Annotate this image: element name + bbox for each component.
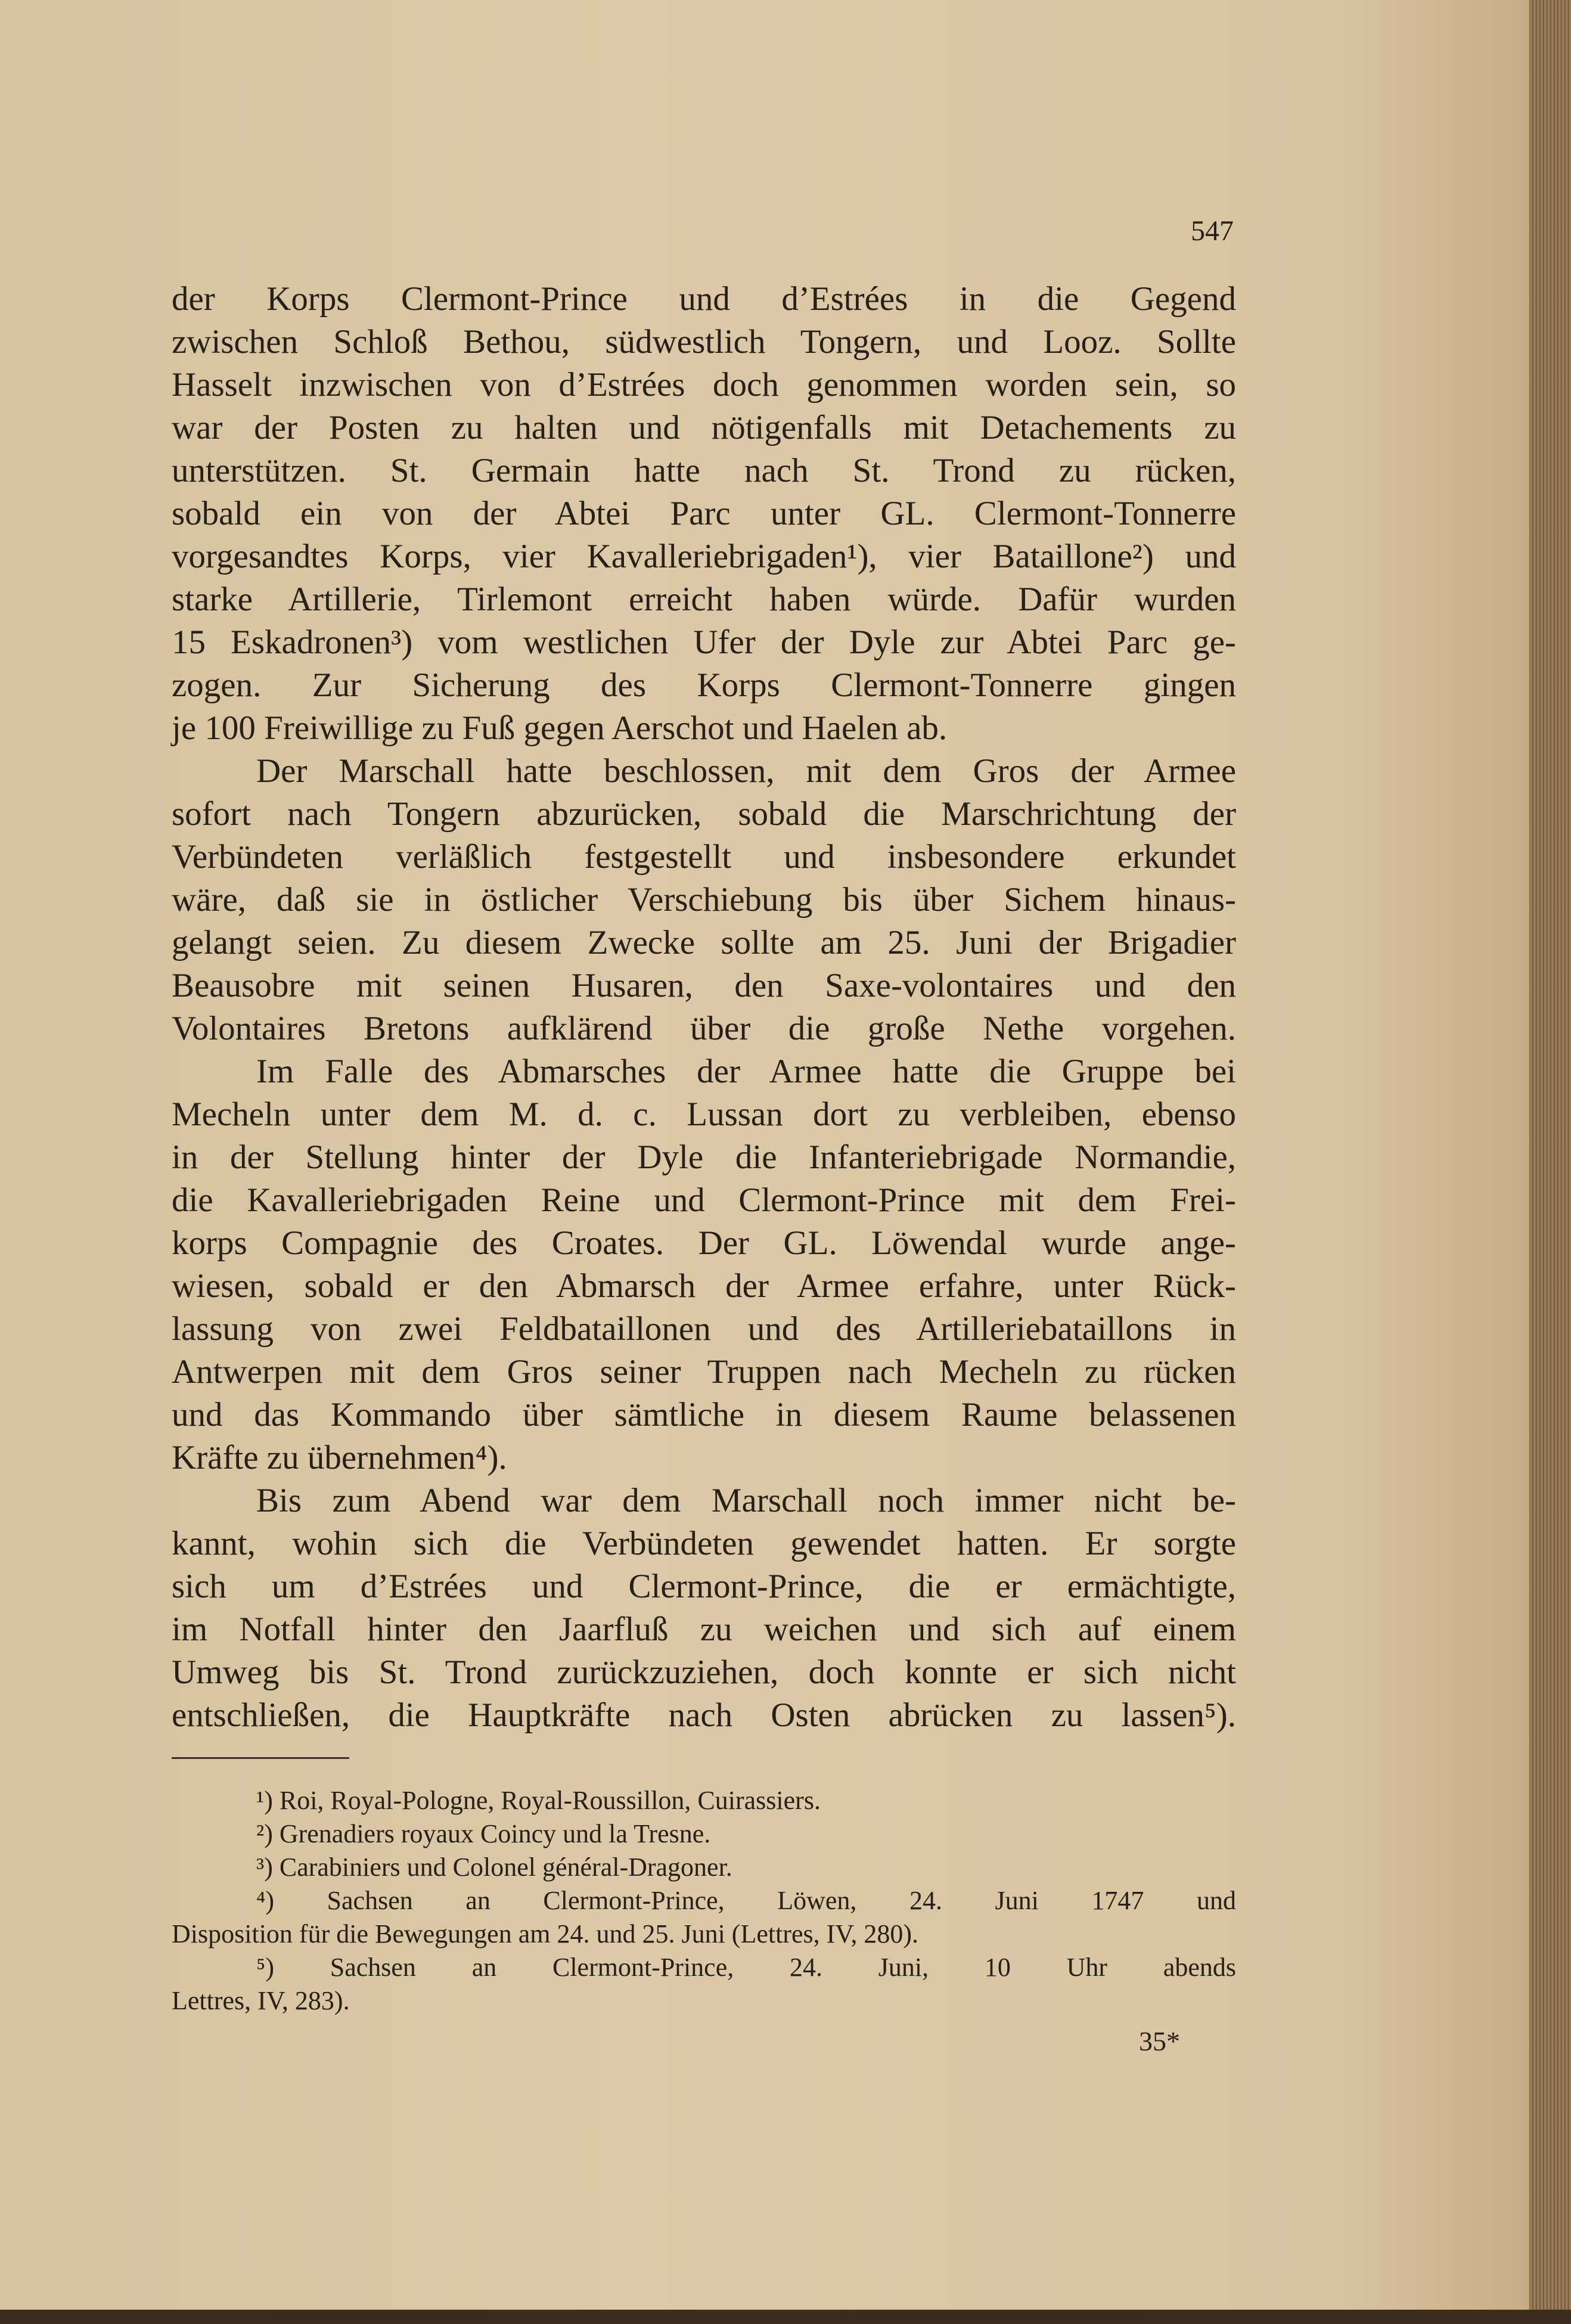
text-line: gelangt seien. Zu diesem Zwecke sollte am 25. Juni der Brigadier (172, 924, 1236, 961)
text-line: Verbündeten verläßlich festgestellt und insbesondere erkundet (172, 838, 1236, 876)
text-line: wäre, daß sie in östlicher Verschiebung bis über Sichem hinaus- (172, 881, 1236, 919)
text-line: Antwerpen mit dem Gros seiner Truppen nach Mecheln zu rücken (172, 1353, 1236, 1391)
text-line: 15 Eskadronen³) vom westlichen Ufer der Dyle zur Abtei Parc ge- (172, 623, 1236, 661)
text-line: wiesen, sobald er den Abmarsch der Armee erfahre, unter Rück- (172, 1267, 1236, 1305)
text-line: je 100 Freiwillige zu Fuß gegen Aerschot und Haelen ab. (172, 709, 948, 747)
text-line: Volontaires Bretons aufklärend über die große Nethe vorgehen. (172, 1010, 1236, 1047)
text-line: starke Artillerie, Tirlemont erreicht haben würde. Dafür wurden (172, 581, 1236, 618)
footnotes (172, 1784, 1236, 2018)
text-line: zogen. Zur Sicherung des Korps Clermont-Tonnerre gingen (172, 666, 1236, 704)
text-line: Hasselt inzwischen von d’Estrées doch genommen worden sein, so (172, 366, 1236, 404)
paragraph-4 (172, 1479, 1236, 1737)
footnote-5-continued: Lettres, IV, 283). (172, 1986, 350, 2015)
text-line: vorgesandtes Korps, vier Kavalleriebrigaden¹), vier Bataillone²) und (172, 538, 1236, 575)
text-line: der Korps Clermont-Prince und d’Estrées in die Gegend (172, 280, 1236, 318)
text-line: unterstützen. St. Germain hatte nach St. Trond zu rücken, (172, 452, 1236, 489)
footnote-4: ⁴) Sachsen an Clermont-Prince, Löwen, 24. Juni 1747 und (256, 1886, 1236, 1915)
footnote-separator (172, 1757, 349, 1759)
text-line: Der Marschall hatte beschlossen, mit dem Gros der Armee (256, 752, 1236, 790)
text-line: lassung von zwei Feldbataillonen und des Artilleriebataillons in (172, 1310, 1236, 1348)
text-line: entschließen, die Hauptkräfte nach Osten abrücken zu lassen⁵). (172, 1696, 1236, 1734)
text-line: zwischen Schloß Bethou, südwestlich Tongern, und Looz. Sollte (172, 323, 1236, 361)
page-edge (1529, 0, 1571, 2324)
text-line: Beausobre mit seinen Husaren, den Saxe-volontaires und den (172, 967, 1236, 1004)
text-line: Kräfte zu übernehmen⁴). (172, 1439, 507, 1476)
footnote-3: ³) Carabiniers und Colonel général-Dragoner. (256, 1853, 732, 1882)
paragraph-1 (172, 278, 1236, 750)
footnote-2: ²) Grenadiers royaux Coincy und la Tresne. (256, 1819, 711, 1848)
text-line: war der Posten zu halten und nötigenfalls mit Detachements zu (172, 409, 1236, 446)
footnote-5: ⁵) Sachsen an Clermont-Prince, 24. Juni, 10 Uhr abends (256, 1953, 1236, 1982)
page-number: 547 (1191, 215, 1234, 247)
paragraph-2 (172, 750, 1236, 1050)
text-line: kannt, wohin sich die Verbündeten gewendet hatten. Er sorgte (172, 1525, 1236, 1562)
text-line: sofort nach Tongern abzurücken, sobald die Marschrichtung der (172, 795, 1236, 833)
text-line: die Kavalleriebrigaden Reine und Clermont-Prince mit dem Frei- (172, 1181, 1236, 1219)
footnote-4-continued: Disposition für die Bewegungen am 24. und 25. Juni (Lettres, IV, 280). (172, 1919, 919, 1948)
text-line: Mecheln unter dem M. d. c. Lussan dort zu verbleiben, ebenso (172, 1096, 1236, 1133)
text-line: im Notfall hinter den Jaarfluß zu weichen und sich auf einem (172, 1611, 1236, 1648)
footnote-1: ¹) Roi, Royal-Pologne, Royal-Roussillon, Cuirassiers. (256, 1786, 821, 1815)
paragraph-3 (172, 1050, 1236, 1479)
text-line: sobald ein von der Abtei Parc unter GL. Clermont-Tonnerre (172, 495, 1236, 532)
text-line: in der Stellung hinter der Dyle die Infanteriebrigade Normandie, (172, 1138, 1236, 1176)
text-line: und das Kommando über sämtliche in diesem Raume belassenen (172, 1396, 1236, 1434)
body-text (172, 278, 1236, 1737)
text-line: Umweg bis St. Trond zurückzuziehen, doch konnte er sich nicht (172, 1653, 1236, 1691)
text-line: Im Falle des Abmarsches der Armee hatte die Gruppe bei (256, 1053, 1236, 1090)
scan-bottom-edge (0, 2310, 1571, 2324)
text-line: korps Compagnie des Croates. Der GL. Löwendal wurde ange- (172, 1224, 1236, 1262)
text-line: Bis zum Abend war dem Marschall noch immer nicht be- (256, 1482, 1236, 1519)
text-line: sich um d’Estrées und Clermont-Prince, die er ermächtigte, (172, 1568, 1236, 1605)
signature-mark: 35* (1139, 2026, 1180, 2056)
